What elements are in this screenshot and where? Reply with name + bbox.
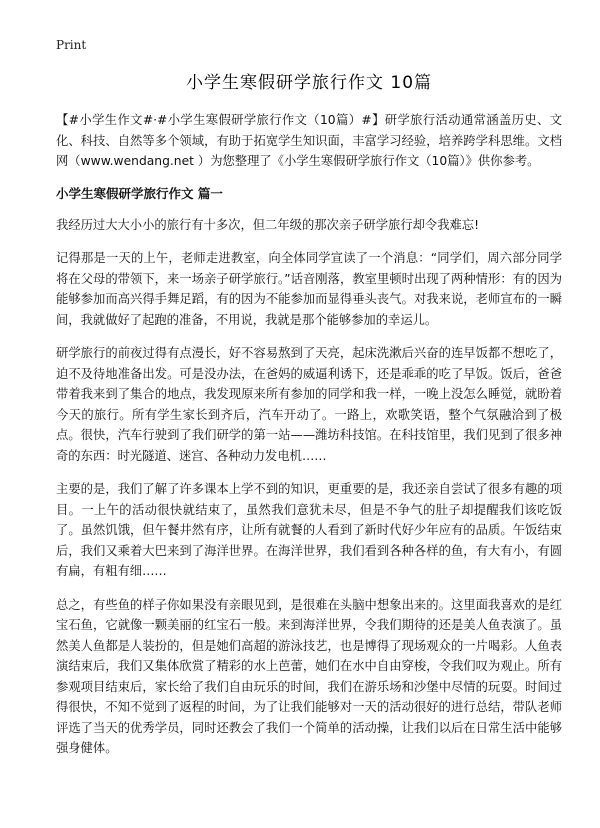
body-paragraph-5: 总之，有些鱼的样子你如果没有亲眼见到，是很难在头脑中想象出来的。这里面我喜欢的是红宝石鱼，它就像一颗美丽的红宝石一般。来到海洋世界，令我们期待的还是美人鱼表演了。虽然美人鱼都是人装扮的，但是她们高超的游泳技艺，也是博得了现场观众的一片喝彩。人鱼表演结束后，我们又集体欣赏了精彩的水上芭蕾，她们在水中自由穿梭，令我们叹为观止。所有参观项目结束后，家长给了我们自由玩乐的时间，我们在游乐场和沙堡中尽情的玩耍。时间过得很快，不知不觉到了返程的时间，为了让我们能够对一天的活动很好的进行总结，带队老师评选了当天的优秀学员，同时还教会了我们一个简单的活动操，让我们以后在日常生活中能够强身健体。 [56, 597, 562, 755]
body-paragraph-2: 记得那是一天的上午，老师走进教室，向全体同学宣读了一个消息：“同学们，周六部分同学将在父母的带领下，来一场亲子研学旅行。”话音刚落，教室里顿时出现了两种情形：有的因为能够参加而高兴得手舞足蹈，有的因为不能参加而显得垂头丧气。对我来说，老师宣布的一瞬间，我就做好了起跑的准备，不用说，我就是那个能够参加的幸运儿。 [56, 251, 562, 327]
page-title: 小学生寒假研学旅行作文 10篇 [185, 73, 433, 93]
body-paragraph-3: 研学旅行的前夜过得有点漫长，好不容易熬到了天亮，起床洗漱后兴奋的连早饭都不想吃了，迫不及待地准备出发。可是没办法，在爸妈的威逼利诱下，还是乖乖的吃了早饭。饭后，爸爸带着我来到了集合的地点，我发现原来所有参加的同学和我一样，一晚上没怎么睡觉，就盼着今天的旅行。所有学生家长到齐后，汽车开动了。一路上，欢歌笑语，整个气氛融洽到了极点。很快，汽车行驶到了我们研学的第一站——潍坊科技馆。在科技馆里，我们见到了很多神奇的东西：时光隧道、迷宫、各种动力发电机…… [56, 346, 562, 463]
body-paragraph-4: 主要的是，我们了解了许多课本上学不到的知识，更重要的是，我还亲自尝试了很多有趣的项目。一上午的活动很快就结束了，虽然我们意犹未尽，但是不争气的肚子却提醒我们该吃饭了。虽然饥饿，但午餐井然有序，让所有就餐的人看到了新时代好少年应有的品质。午饭结束后，我们又乘着大巴来到了海洋世界。在海洋世界，我们看到各种各样的鱼，有大有小，有圆有扁，有粗有细…… [56, 482, 562, 578]
intro-paragraph: 【#小学生作文#·#小学生寒假研学旅行作文（10篇）#】研学旅行活动通常涵盖历史、文化、科技、自然等多个领域，有助于拓宽学生知识面，丰富学习经验，培养跨学科思维。文档网（www.wendang.net ）为您整理了《小学生寒假研学旅行作文（10篇）》供你参考。 [56, 113, 562, 168]
body-paragraph-1: 我经历过大大小小的旅行有十多次，但二年级的那次亲子研学旅行却令我难忘! [56, 217, 480, 232]
print-label: Print [56, 38, 87, 52]
section-heading: 小学生寒假研学旅行作文 篇一 [56, 185, 223, 201]
